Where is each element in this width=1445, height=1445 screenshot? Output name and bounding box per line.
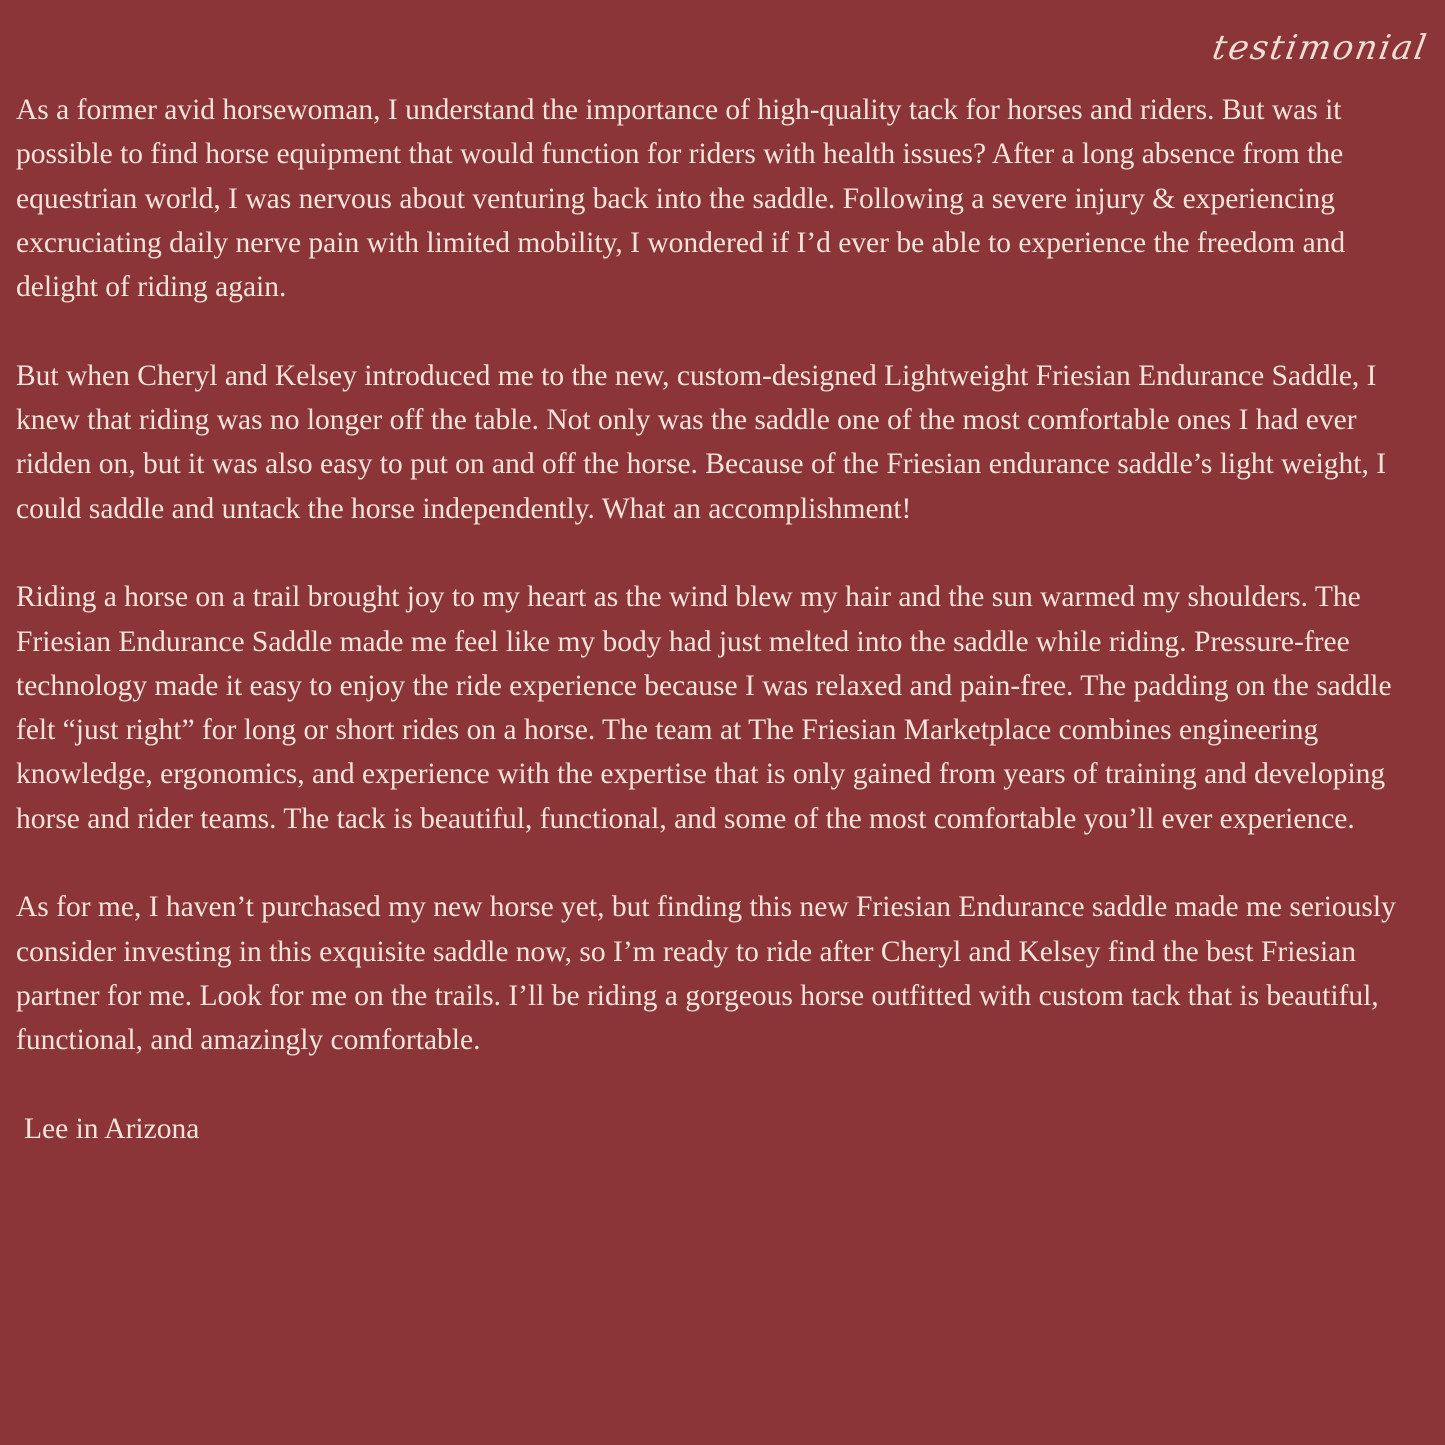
testimonial-signature: Lee in Arizona: [24, 1112, 200, 1145]
testimonial-paragraph-3: Riding a horse on a trail brought joy to my heart as the wind blew my hair and the sun warmed my shoulders. The Friesian Endurance Saddle made me feel like my body had just melted into the saddle while riding. Pressure-free technology made it easy to enjoy the ride experience because I was relaxed and pain-free. The padding on the saddle felt “just right” for long or short rides on a horse. The team at The Friesian Marketplace combines engineering knowledge, ergonomics, and experience with the expertise that is only gained from years of training and developing horse and rider teams. The tack is beautiful, functional, and some of the most comfortable you’ll ever experience.: [16, 581, 1392, 835]
testimonial-paragraph-2: But when Cheryl and Kelsey introduced me to the new, custom-designed Lightweight Friesian Endurance Saddle, I knew that riding was no longer off the table. Not only was the saddle one of the most comfortable ones I had ever ridden on, but it was also easy to put on and off the horse. Because of the Friesian endurance saddle’s light weight, I could saddle and untack the horse independently. What an accomplishment!: [16, 359, 1387, 525]
testimonial-script-title: testimonial: [1209, 28, 1431, 68]
testimonial-paragraph-4: As for me, I haven’t purchased my new horse yet, but finding this new Friesian Endurance saddle made me seriously consider investing in this exquisite saddle now, so I’m ready to ride after Cheryl and Kelsey find the best Friesian partner for me. Look for me on the trails. I’ll be riding a gorgeous horse outfitted with custom tack that is beautiful, functional, and amazingly comfortable.: [16, 891, 1396, 1057]
testimonial-body: [16, 88, 1428, 1151]
testimonial-paragraph-1: As a former avid horsewoman, I understand the importance of high-quality tack for horses and riders. But was it possible to find horse equipment that would function for riders with health issues? After a long absence from the equestrian world, I was nervous about venturing back into the saddle. Following a severe injury & experiencing excruciating daily nerve pain with limited mobility, I wondered if I’d ever be able to experience the freedom and delight of riding again.: [16, 94, 1346, 304]
